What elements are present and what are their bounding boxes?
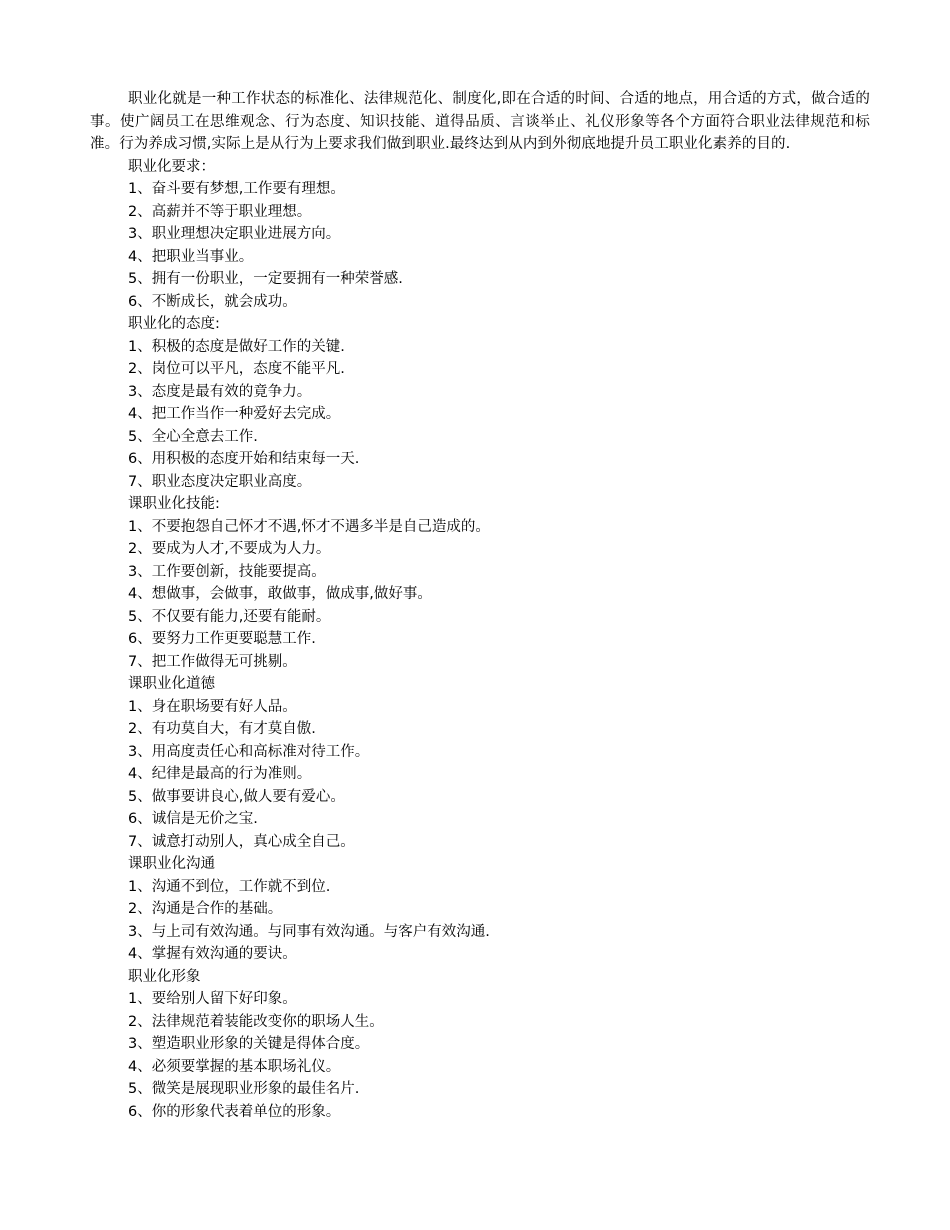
- list-item: 4、把职业当事业。: [128, 248, 254, 265]
- list-item: 4、纪律是最高的行为准则。: [128, 766, 312, 782]
- list-item: 4、想做事，会做事，敢做事，做成事,做好事。: [128, 586, 432, 602]
- list-item: 2、高薪并不等于职业理想。: [128, 203, 312, 220]
- section-skills: [90, 493, 870, 673]
- list-item: 5、全心全意去工作.: [128, 428, 258, 445]
- list-item: 6、你的形象代表着单位的形象。: [128, 1103, 341, 1120]
- section-heading: 职业化要求：: [128, 158, 215, 175]
- list-item: 2、岗位可以平凡，态度不能平凡.: [128, 361, 345, 377]
- list-item: 1、身在职场要有好人品。: [128, 698, 297, 715]
- list-item: 4、掌握有效沟通的要诀。: [128, 946, 297, 962]
- list-item: 1、奋斗要有梦想,工作要有理想。: [128, 181, 345, 197]
- list-item: 1、不要抱怨自己怀才不遇,怀才不遇多半是自己造成的。: [128, 518, 490, 535]
- list-item: 5、微笑是展现职业形象的最佳名片.: [128, 1081, 360, 1097]
- intro-paragraph: 职业化就是一种工作状态的标准化、法律规范化、制度化,即在合适的时间、合适的地点，用合适的方式，做合适的事。使广阔员工在思维观念、行为态度、知识技能、道得品质、言谈举止、礼仪形象等各个方面符合职业法律规范和标准。行为养成习惯,实际上是从行为上要求我们做到职业.最终达到从内到外彻底地提升员工职业化素养的目的.: [90, 91, 870, 152]
- section-image: [90, 966, 870, 1124]
- list-item: 6、用积极的态度开始和结束每一天.: [128, 451, 360, 467]
- item-list: [90, 336, 870, 494]
- section-heading: 课职业化技能:: [128, 496, 220, 512]
- list-item: 5、做事要讲良心,做人要有爱心。: [128, 788, 345, 805]
- list-item: 2、有功莫自大，有才莫自傲.: [128, 721, 316, 737]
- list-item: 3、塑造职业形象的关键是得体合度。: [128, 1036, 370, 1052]
- section-heading: 职业化形象: [128, 968, 201, 985]
- list-item: 3、用高度责任心和高标准对待工作。: [128, 743, 370, 760]
- list-item: 4、把工作当作一种爱好去完成。: [128, 406, 341, 422]
- item-list: [90, 696, 870, 854]
- list-item: 3、职业理想决定职业进展方向。: [128, 226, 341, 242]
- section-attitude: [90, 313, 870, 493]
- section-heading: 课职业化道德: [128, 676, 215, 692]
- list-item: 5、拥有一份职业，一定要拥有一种荣誉感.: [128, 271, 403, 287]
- section-requirements: [90, 156, 870, 314]
- item-list: [90, 178, 870, 313]
- list-item: 2、要成为人才,不要成为人力。: [128, 541, 331, 557]
- list-item: 7、职业态度决定职业高度。: [128, 473, 312, 490]
- section-heading: 课职业化沟通: [128, 856, 215, 872]
- list-item: 6、要努力工作更要聪慧工作.: [128, 631, 316, 647]
- list-item: 1、沟通不到位，工作就不到位.: [128, 878, 331, 895]
- list-item: 5、不仅要有能力,还要有能耐。: [128, 608, 331, 625]
- item-list: [90, 516, 870, 674]
- list-item: 2、法律规范着装能改变你的职场人生。: [128, 1013, 384, 1030]
- list-item: 4、必须要掌握的基本职场礼仪。: [128, 1058, 341, 1075]
- list-item: 7、诚意打动别人，真心成全自己。: [128, 833, 355, 850]
- section-communication: [90, 853, 870, 966]
- list-item: 6、诚信是无价之宝.: [128, 811, 258, 827]
- list-item: 1、要给别人留下好印象。: [128, 991, 297, 1007]
- item-list: [90, 876, 870, 966]
- section-heading: 职业化的态度:: [128, 316, 220, 332]
- list-item: 3、工作要创新，技能要提高。: [128, 563, 326, 580]
- list-item: 3、与上司有效沟通。与同事有效沟通。与客户有效沟通.: [128, 923, 490, 940]
- item-list: [90, 988, 870, 1123]
- list-item: 6、不断成长，就会成功。: [128, 293, 297, 310]
- section-ethics: [90, 673, 870, 853]
- list-item: 1、积极的态度是做好工作的关键.: [128, 338, 345, 355]
- list-item: 3、态度是最有效的竟争力。: [128, 383, 312, 400]
- list-item: 7、把工作做得无可挑剔。: [128, 653, 297, 670]
- list-item: 2、沟通是合作的基础。: [128, 901, 283, 917]
